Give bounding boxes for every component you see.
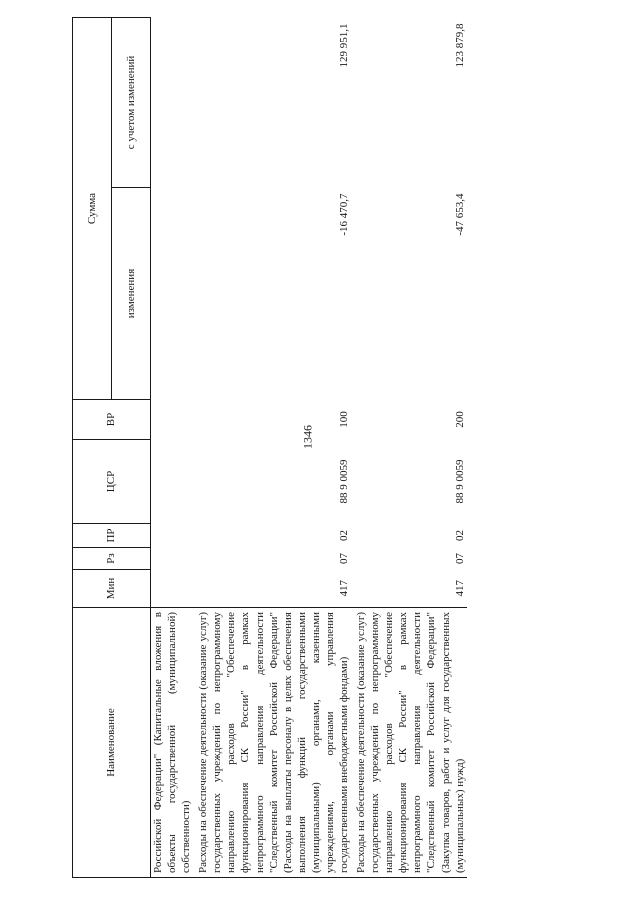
budget-table	[72, 17, 467, 878]
row-min	[151, 570, 194, 608]
row-change: -47 653,4	[453, 193, 466, 236]
row-vr: 100	[338, 411, 351, 428]
header-pr: ПР	[73, 524, 151, 548]
row-pr	[151, 524, 194, 548]
row-total: 123 879,8	[453, 23, 466, 68]
row-total: 129 951,1	[338, 23, 351, 68]
row-name: Российской Федерации" (Капитальные вложения в объекты государственной (муниципальной) собственности)	[151, 608, 194, 878]
row-rz: 07	[338, 553, 351, 564]
header-rz: Рз	[73, 548, 151, 570]
row-min: 417	[453, 580, 466, 597]
header-csr: ЦСР	[73, 440, 151, 524]
row-csr: 88 9 0059	[338, 459, 351, 504]
page-number: 1346	[300, 425, 315, 449]
table-row	[196, 18, 351, 878]
row-rz: 07	[453, 553, 466, 564]
row-csr: 88 9 0059	[453, 459, 466, 504]
row-name: Расходы на обеспечение деятельности (оказание услуг) государственных учреждений по непрограммному направлению расходов "Обеспечение функционирования СК России" в рамках непрограммного направления деятельности "Следственный комитет Российской Федерации" (Расходы на выплаты персоналу в целях обеспечения выполнения функций государственными (муниципальными) органами, казенными учреждениями, органами управления государственными внебюджетными фондами)	[196, 608, 351, 878]
header-min: Мин	[73, 570, 151, 608]
row-pr: 02	[453, 530, 466, 541]
row-csr	[151, 440, 194, 524]
row-pr: 02	[338, 530, 351, 541]
rotated-page	[72, 18, 598, 878]
header-vr: ВР	[73, 400, 151, 440]
table-row	[354, 18, 467, 878]
row-change: -16 470,7	[338, 193, 351, 236]
header-name: Наименование	[73, 608, 151, 878]
header-sum: Сумма	[73, 18, 112, 400]
row-vr: 200	[453, 411, 466, 428]
header-change: изменения	[112, 188, 151, 400]
row-change	[151, 188, 194, 400]
table-row	[151, 18, 194, 878]
header-with-change: с учетом изменений	[112, 18, 151, 188]
row-vr	[151, 400, 194, 440]
row-rz	[151, 548, 194, 570]
row-min: 417	[338, 580, 351, 597]
row-name: Расходы на обеспечение деятельности (оказание услуг) государственных учреждений по непрограммному направлению расходов "Обеспечение функционирования СК России" в рамках непрограммного направления деятельности "Следственный комитет Российской Федерации" (Закупка товаров, работ и услуг для государственных (муниципальных) нужд)	[354, 608, 467, 878]
row-total	[151, 18, 194, 188]
